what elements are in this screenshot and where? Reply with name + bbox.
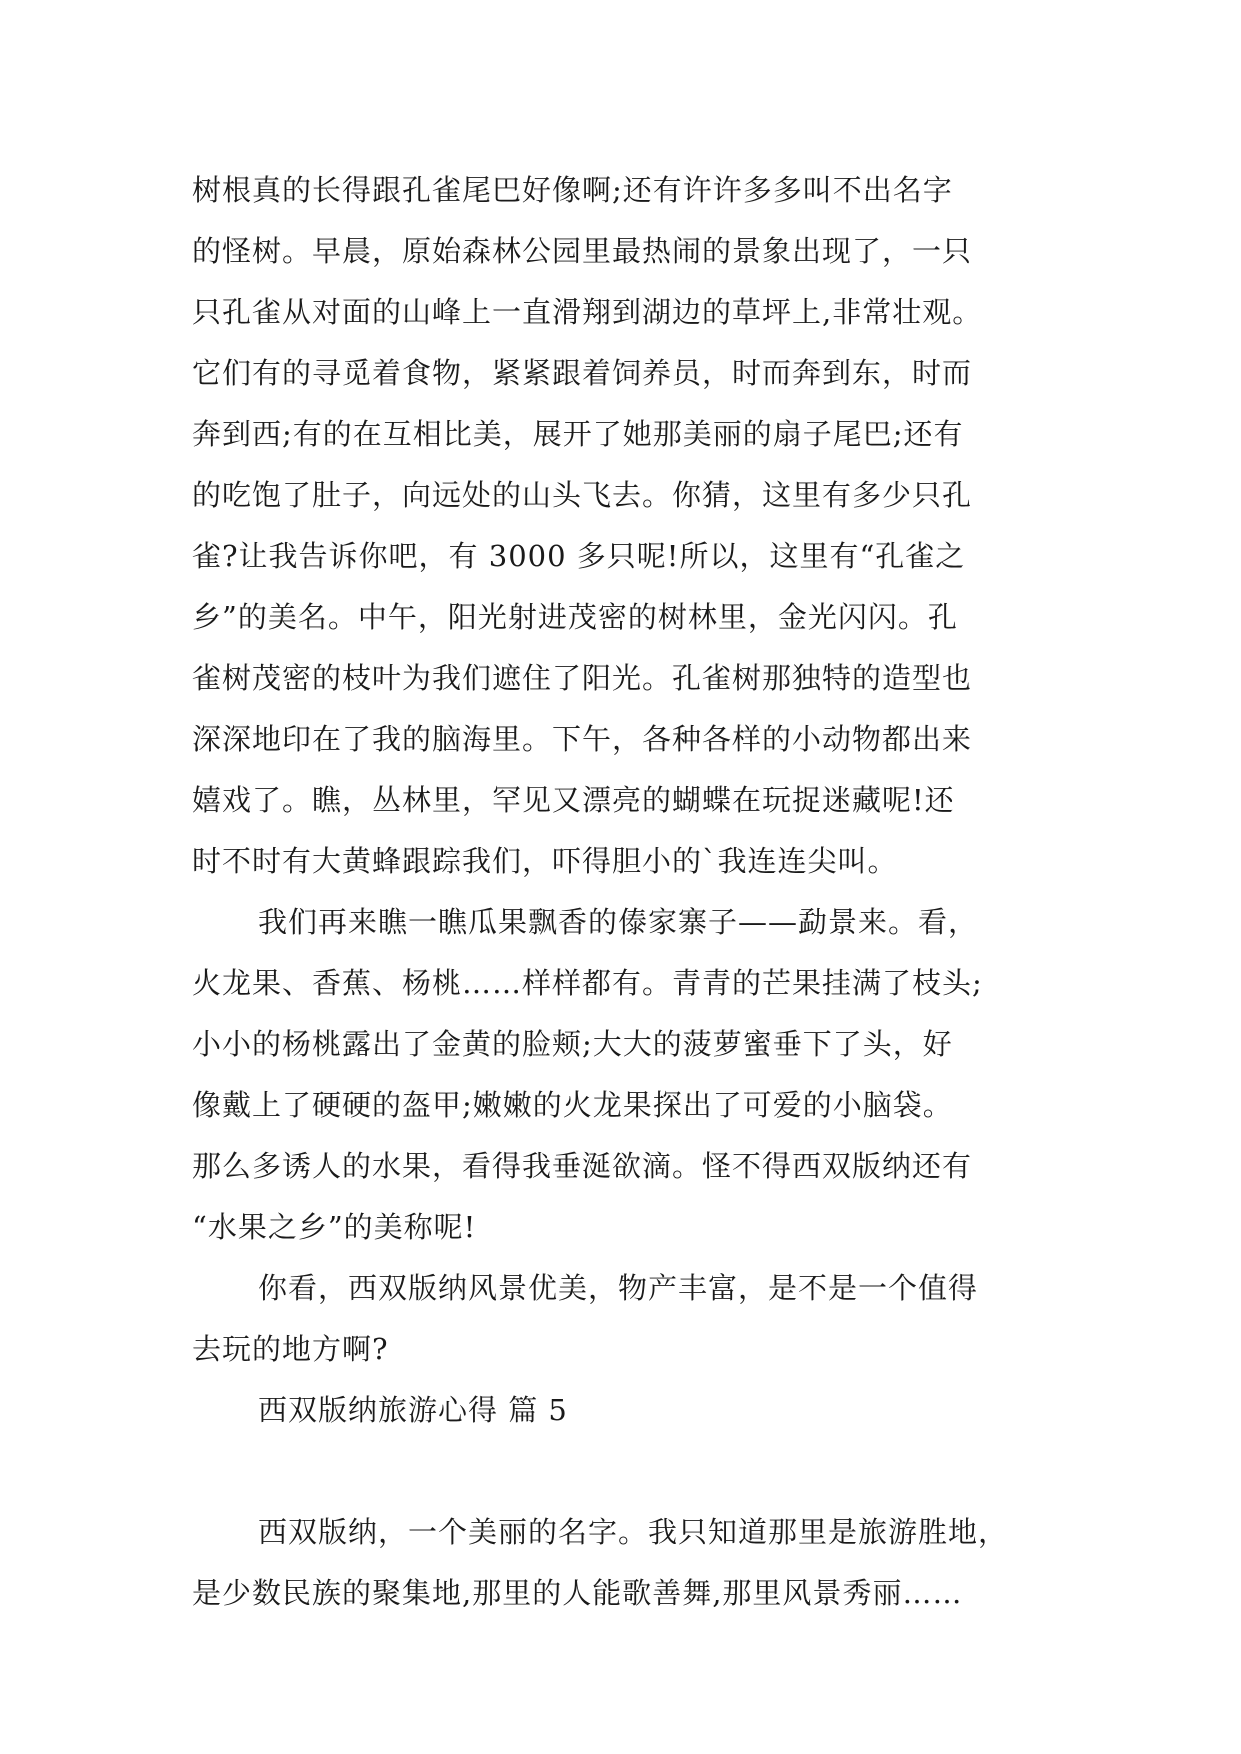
text-line: 像戴上了硬硬的盔甲;嫩嫩的火龙果探出了可爱的小脑袋。: [192, 1088, 953, 1122]
text-line: 雀?让我告诉你吧，有 3000 多只呢!所以，这里有“孔雀之: [192, 539, 966, 573]
text-line: 火龙果、香蕉、杨桃……样样都有。青青的芒果挂满了枝头;: [192, 966, 983, 1000]
blank-line: [192, 1441, 1052, 1502]
body-text: [192, 160, 1052, 1624]
paragraph-start-line: 我们再来瞧一瞧瓜果飘香的傣家寨子——勐景来。看，: [258, 905, 979, 939]
text-line: 深深地印在了我的脑海里。下午，各种各样的小动物都出来: [192, 722, 973, 756]
text-line: 嬉戏了。瞧，丛林里，罕见又漂亮的蝴蝶在玩捉迷藏呢!还: [192, 783, 955, 817]
text-line: 只孔雀从对面的山峰上一直滑翔到湖边的草坪上,非常壮观。: [192, 295, 983, 329]
paragraph-start-line: 西双版纳，一个美丽的名字。我只知道那里是旅游胜地，: [258, 1515, 1009, 1549]
text-line: 那么多诱人的水果，看得我垂涎欲滴。怪不得西双版纳还有: [192, 1149, 973, 1183]
text-line: 雀树茂密的枝叶为我们遮住了阳光。孔雀树那独特的造型也: [192, 661, 973, 695]
text-line: 的吃饱了肚子，向远处的山头飞去。你猜，这里有多少只孔: [192, 478, 973, 512]
text-line: 的怪树。早晨，原始森林公园里最热闹的景象出现了，一只: [192, 234, 973, 268]
text-line: 它们有的寻觅着食物，紧紧跟着饲养员，时而奔到东，时而: [192, 356, 973, 390]
text-line: 时不时有大黄蜂跟踪我们，吓得胆小的`我连连尖叫。: [192, 844, 898, 878]
section-heading: 西双版纳旅游心得 篇 5: [258, 1393, 568, 1427]
text-line: 去玩的地方啊?: [192, 1332, 389, 1366]
text-line: 乡”的美名。中午，阳光射进茂密的树林里，金光闪闪。孔: [192, 600, 958, 634]
paragraph-start-line: 你看，西双版纳风景优美，物产丰富，是不是一个值得: [258, 1271, 979, 1305]
text-line: 树根真的长得跟孔雀尾巴好像啊;还有许许多多叫不出名字: [192, 173, 953, 207]
text-line: 小小的杨桃露出了金黄的脸颊;大大的菠萝蜜垂下了头，好: [192, 1027, 953, 1061]
text-line: “水果之乡”的美称呢!: [192, 1210, 477, 1244]
text-line: 是少数民族的聚集地,那里的人能歌善舞,那里风景秀丽……: [192, 1576, 963, 1610]
text-line: 奔到西;有的在互相比美，展开了她那美丽的扇子尾巴;还有: [192, 417, 964, 451]
